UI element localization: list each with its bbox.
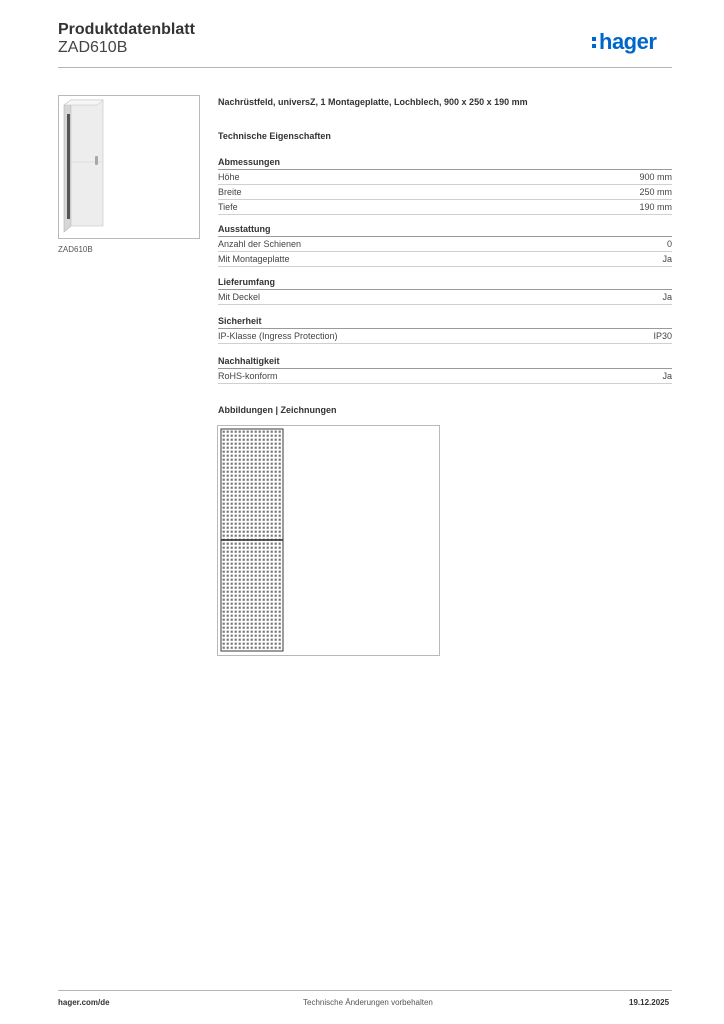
spec-value: 0 [666,239,672,249]
spec-row [218,237,672,252]
spec-value: 190 mm [639,202,672,212]
product-description: Nachrüstfeld, universZ, 1 Montageplatte, Lochblech, 900 x 250 x 190 mm [218,97,528,107]
footer-website-link[interactable]: hager.com/de [58,998,110,1007]
enclosure-illustration [59,96,199,238]
spec-row [218,290,672,305]
spec-label: Tiefe [218,202,238,212]
spec-label: Anzahl der Schienen [218,239,302,249]
technical-drawing [217,425,440,656]
footer-date: 19.12.2025 [629,998,670,1007]
spec-section-safety [218,314,672,344]
section-title: Sicherheit [218,314,672,329]
footer-divider [58,990,672,991]
section-title: Lieferumfang [218,275,672,290]
section-title: Nachhaltigkeit [218,354,672,369]
section-title: Abmessungen [218,155,672,170]
spec-value: Ja [662,254,672,264]
page-title: Produktdatenblatt [58,21,195,38]
spec-row [218,329,672,344]
spec-row [218,185,672,200]
spec-label: Mit Deckel [218,292,261,302]
spec-label: IP-Klasse (Ingress Protection) [218,331,338,341]
spec-label: RoHS-konform [218,371,278,381]
spec-value: 900 mm [639,172,672,182]
spec-row [218,170,672,185]
spec-value: Ja [662,292,672,302]
spec-row [218,369,672,384]
logo-dots-icon [592,37,596,48]
spec-section-sustainability [218,354,672,384]
spec-value: Ja [662,371,672,381]
spec-value: IP30 [653,331,672,341]
spec-section-equipment [218,222,672,267]
product-image [58,95,200,239]
product-code: ZAD610B [58,39,128,56]
product-image-caption: ZAD610B [58,245,93,254]
perforated-plate-drawing [218,426,439,655]
hager-logo [592,29,656,55]
spec-section-dimensions [218,155,672,215]
header-divider [58,67,672,68]
logo-text: hager [599,29,657,54]
section-title: Ausstattung [218,222,672,237]
spec-label: Höhe [218,172,240,182]
specs-heading: Technische Eigenschaften [218,131,331,141]
spec-value: 250 mm [639,187,672,197]
figures-heading: Abbildungen | Zeichnungen [218,405,337,415]
footer-note: Technische Änderungen vorbehalten [303,998,433,1007]
spec-section-scope-of-delivery [218,275,672,305]
spec-row [218,200,672,215]
spec-label: Mit Montageplatte [218,254,290,264]
spec-label: Breite [218,187,242,197]
spec-row [218,252,672,267]
